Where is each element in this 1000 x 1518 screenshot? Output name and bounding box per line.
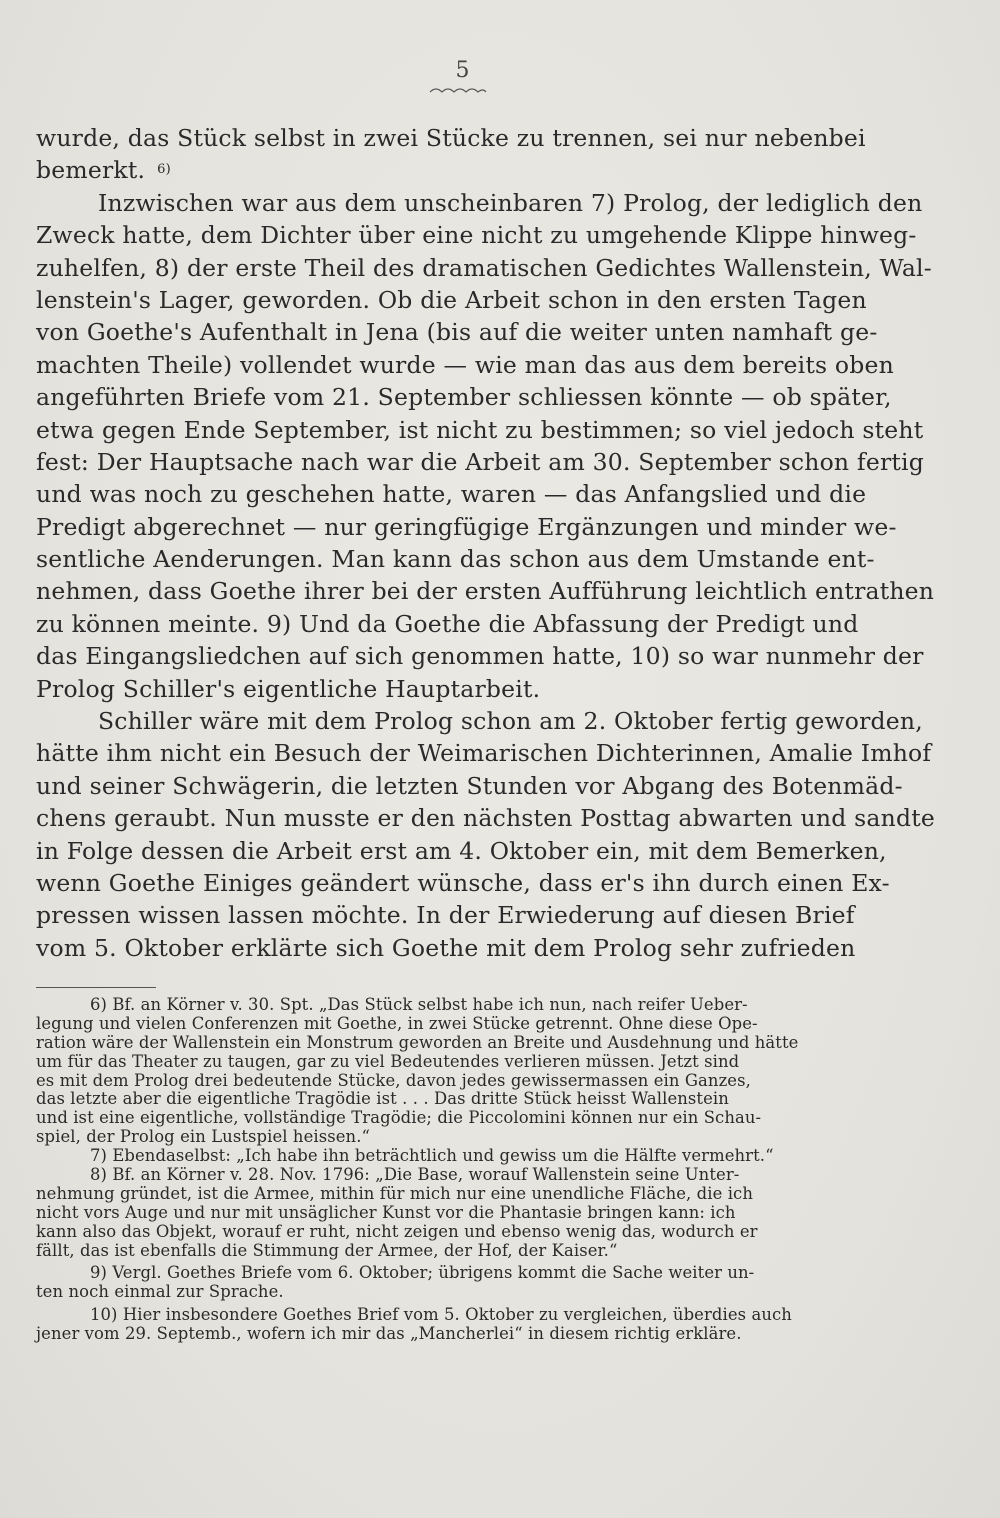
text-segment: von Goethe's Aufenthalt in Jena (bis auf die weiter unten namhaft ge- xyxy=(36,318,878,347)
text-segment: Prolog Schiller's eigentliche Hauptarbeit. xyxy=(36,674,541,703)
footnote-line xyxy=(36,1283,878,1302)
footnote-line xyxy=(36,1109,878,1128)
footnote-line xyxy=(36,1242,878,1261)
text-segment: chens geraubt. Nun musste er den nächsten Posttag abwarten und sandte xyxy=(36,804,935,833)
text-segment: sentliche Aenderungen. Man kann das schon aus dem Umstande ent- xyxy=(36,545,875,574)
text-segment: und seiner Schwägerin, die letzten Stunden vor Abgang des Botenmäd- xyxy=(36,771,903,800)
footnote-line xyxy=(36,1325,878,1344)
footnote-line xyxy=(36,1072,878,1091)
text-line xyxy=(36,478,878,510)
text-line xyxy=(36,705,923,737)
text-line xyxy=(36,252,932,284)
text-line xyxy=(36,316,878,348)
footnote-text: legung und vielen Conferenzen mit Goethe, in zwei Stücke getrennt. Ohne diese Ope- xyxy=(36,1013,758,1033)
text-line xyxy=(36,543,878,575)
text-segment: zu können meinte. 9) Und da Goethe die Abfassung der Predigt und xyxy=(36,609,859,638)
footnote-text: nehmung gründet, ist die Armee, mithin für mich nur eine unendliche Fläche, die ich xyxy=(36,1183,753,1203)
footnote-text: ten noch einmal zur Sprache. xyxy=(36,1282,284,1302)
footnote-line xyxy=(36,1034,878,1053)
text-line xyxy=(36,381,892,413)
footnote-text: das letzte aber die eigentliche Tragödie ist . . . Das dritte Stück heisst Wallenstein xyxy=(36,1089,729,1109)
text-line xyxy=(36,899,878,931)
footnote-line xyxy=(36,996,878,1015)
text-segment: bemerkt. xyxy=(36,156,146,185)
text-line xyxy=(36,511,897,543)
text-segment: zuhelfen, 8) der erste Theil des dramatischen Gedichtes Wallenstein, Wal- xyxy=(36,253,932,282)
footnote-line xyxy=(36,1223,878,1242)
text-segment: etwa gegen Ende September, ist nicht zu bestimmen; so viel jedoch steht xyxy=(36,415,924,444)
text-line xyxy=(36,575,935,607)
text-segment: angeführten Briefe vom 21. September schliessen könnte — ob später, xyxy=(36,383,892,412)
text-line xyxy=(36,867,890,899)
footnote-line xyxy=(36,1015,878,1034)
footnote-text: und ist eine eigentliche, vollständige Tragödie; die Piccolomini können nur ein Schau- xyxy=(36,1108,762,1128)
text-segment: wurde, das Stück selbst in zwei Stücke zu trennen, sei nur nebenbei xyxy=(36,124,866,152)
main-text xyxy=(36,122,935,964)
footnote-text: fällt, das ist ebenfalls die Stimmung der Armee, der Hof, der Kaiser.“ xyxy=(36,1240,618,1260)
footnote-text: jener vom 29. Septemb., wofern ich mir das „Mancherlei“ in diesem richtig erkläre. xyxy=(36,1324,742,1344)
footnote-line xyxy=(36,1053,878,1072)
footnote-text: 9) Vergl. Goethes Briefe vom 6. Oktober; übrigens kommt die Sache weiter un- xyxy=(90,1263,755,1283)
text-line xyxy=(36,446,924,478)
footnote-text: ration wäre der Wallenstein ein Monstrum geworden an Breite und Ausdehnung und hätte xyxy=(36,1032,799,1052)
footnote-line xyxy=(36,1166,878,1185)
text-line xyxy=(36,608,878,640)
text-line xyxy=(36,414,924,446)
text-segment: wenn Goethe Einiges geändert wünsche, dass er's ihn durch einen Ex- xyxy=(36,868,890,897)
text-line xyxy=(36,219,917,251)
footnote-ref: 6) xyxy=(157,162,171,178)
text-line xyxy=(36,802,935,834)
footnote-line xyxy=(36,1306,878,1325)
footnote-text: 6) Bf. an Körner v. 30. Spt. „Das Stück selbst habe ich nun, nach reifer Ueber- xyxy=(90,995,748,1014)
footnote-text: 8) Bf. an Körner v. 28. Nov. 1796: „Die Base, worauf Wallenstein seine Unter- xyxy=(90,1165,740,1185)
text-line xyxy=(36,154,878,186)
footnote-text: 7) Ebendaselbst: „Ich habe ihn beträchtlich und gewiss um die Hälfte vermehrt.“ xyxy=(90,1146,774,1166)
text-segment: vom 5. Oktober erklärte sich Goethe mit dem Prolog sehr zufrieden xyxy=(36,933,856,962)
text-segment: in Folge dessen die Arbeit erst am 4. Oktober ein, mit dem Bemerken, xyxy=(36,836,887,865)
text-segment: Schiller wäre mit dem Prolog schon am 2. Oktober fertig geworden, xyxy=(98,707,923,736)
text-segment: Zweck hatte, dem Dichter über eine nicht zu umgehende Klippe hinweg- xyxy=(36,221,917,250)
text-line xyxy=(36,122,878,154)
footnote-text: nicht vors Auge und nur mit unsäglicher Kunst vor die Phantasie bringen kann: ich xyxy=(36,1202,736,1222)
text-segment: Inzwischen war aus dem unscheinbaren 7) Prolog, der lediglich den xyxy=(98,188,923,217)
footnote-text: spiel, der Prolog ein Lustspiel heissen.“ xyxy=(36,1127,371,1147)
ornament-divider xyxy=(428,84,488,96)
text-line xyxy=(36,835,887,867)
text-line xyxy=(36,932,878,964)
text-segment: lenstein's Lager, geworden. Ob die Arbeit schon in den ersten Tagen xyxy=(36,285,867,314)
text-segment: nehmen, dass Goethe ihrer bei der ersten Aufführung leichtlich entrathen xyxy=(36,577,935,606)
footnote-text: es mit dem Prolog drei bedeutende Stücke, davon jedes gewissermassen ein Ganzes, xyxy=(36,1070,751,1090)
text-segment: hätte ihm nicht ein Besuch der Weimarischen Dichterinnen, Amalie Imhof xyxy=(36,739,932,768)
page-number: 5 xyxy=(455,58,470,83)
text-segment: machten Theile) vollendet wurde — wie man das aus dem bereits oben xyxy=(36,350,894,379)
text-segment: Predigt abgerechnet — nur geringfügige Ergänzungen und minder we- xyxy=(36,512,897,541)
text-line xyxy=(36,737,932,769)
footnote-line xyxy=(36,1264,878,1283)
footnote-line xyxy=(36,1185,878,1204)
footnote-line xyxy=(36,1204,878,1223)
footnote-text: um für das Theater zu taugen, gar zu viel Bedeutendes verlieren müssen. Jetzt sind xyxy=(36,1051,740,1071)
text-line xyxy=(36,284,878,316)
text-line xyxy=(36,673,878,705)
text-line xyxy=(36,349,894,381)
footnotes xyxy=(36,996,878,1344)
text-segment: das Eingangsliedchen auf sich genommen hatte, 10) so war nunmehr der xyxy=(36,642,924,671)
footnote-line xyxy=(36,1128,878,1147)
footnote-line xyxy=(36,1090,878,1109)
text-segment: und was noch zu geschehen hatte, waren — das Anfangslied und die xyxy=(36,480,867,509)
text-segment: pressen wissen lassen möchte. In der Erwiederung auf diesen Brief xyxy=(36,901,855,930)
text-line xyxy=(36,640,924,672)
footnote-separator xyxy=(36,987,156,988)
text-segment: fest: Der Hauptsache nach war die Arbeit am 30. September schon fertig xyxy=(36,447,924,476)
footnote-text: 10) Hier insbesondere Goethes Brief vom 5. Oktober zu vergleichen, überdies auch xyxy=(90,1305,792,1325)
text-line xyxy=(36,187,923,219)
footnote-line xyxy=(36,1147,878,1166)
footnote-text: kann also das Objekt, worauf er ruht, nicht zeigen und ebenso wenig das, wodurch er xyxy=(36,1221,758,1241)
text-line xyxy=(36,770,903,802)
